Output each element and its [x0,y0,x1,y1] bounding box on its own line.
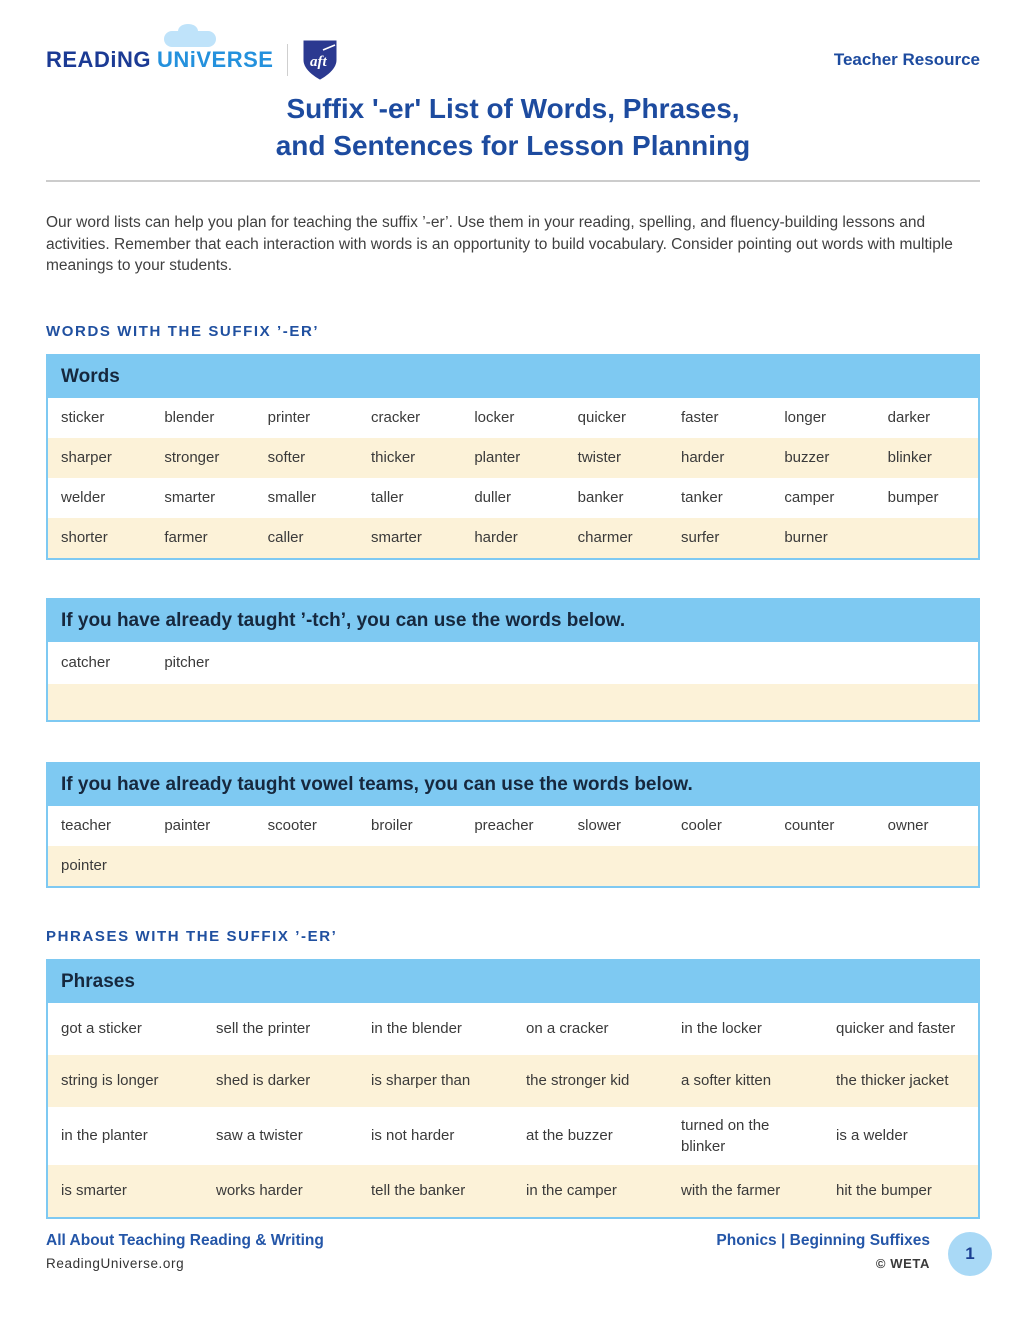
table-cell: is smarter [61,1182,127,1199]
table-cell [668,655,771,671]
table-cell [771,858,874,874]
table-cell: in the planter [61,1127,148,1144]
tch-table-header: If you have already taught ’-tch’, you can use the words below. [48,600,978,642]
table-cell: surfer [681,529,720,546]
table-cell: banker [577,489,624,506]
table-cell: burner [784,529,828,546]
table-cell: is not harder [371,1127,455,1144]
table-cell [565,858,668,874]
phrases-table-header: Phrases [48,961,978,1003]
table-cell: caller [267,529,304,546]
footer-left [46,1232,324,1271]
table-row [48,1003,978,1055]
table-cell: at the buzzer [526,1127,613,1144]
logo-word-universe: UNiVERSE [156,47,274,72]
table-cell: on a cracker [526,1020,609,1037]
table-cell [771,655,874,671]
table-cell [565,694,668,710]
table-cell: saw a twister [216,1127,303,1144]
table-row [48,846,978,886]
table-row [48,684,978,720]
table-cell: buzzer [784,449,830,466]
vowel-teams-table-header: If you have already taught vowel teams, you can use the words below. [48,764,978,806]
table-cell: quicker and faster [836,1020,956,1037]
footer-website: ReadingUniverse.org [46,1256,185,1271]
table-cell: faster [681,409,719,426]
logo-group [46,39,338,81]
table-cell: in the locker [681,1020,762,1037]
words-table-header: Words [48,356,978,398]
table-cell [255,655,358,671]
table-cell: sell the printer [216,1020,311,1037]
table-cell [668,694,771,710]
table-cell [151,694,254,710]
words-table [46,354,980,560]
table-cell [151,858,254,874]
table-cell [255,694,358,710]
table-cell: harder [681,449,725,466]
table-cell: softer [267,449,306,466]
words-section-heading: WORDS WITH THE SUFFIX ’-ER’ [46,322,320,340]
teacher-resource-label: Teacher Resource [833,50,980,69]
table-cell [48,694,151,710]
reading-universe-logo [46,47,273,73]
title-divider [46,180,980,182]
table-cell: in the camper [526,1182,617,1199]
table-cell [358,858,461,874]
table-cell: pointer [61,857,107,874]
table-cell: shorter [61,529,108,546]
footer-series-title: All About Teaching Reading & Writing [46,1232,324,1249]
footer [46,1232,992,1276]
table-cell: blinker [887,449,932,466]
tch-table-body [48,642,978,720]
table-cell [461,694,564,710]
table-cell [875,655,978,671]
footer-copyright: © WETA [875,1256,930,1271]
intro-paragraph: Our word lists can help you plan for teaching the suffix ’-er’. Use them in your reading, spelling, and fluency-building lessons and activities. Remember that each interaction with words is an opportunity to build vocabulary. Consider pointing out words with multiple meanings to your students. [46,214,953,274]
table-cell: owner [887,817,929,834]
table-cell: is a welder [836,1127,908,1144]
logo-word-reading: READiNG [46,47,151,72]
table-row [48,398,978,438]
table-cell: the stronger kid [526,1072,630,1089]
table-cell: is sharper than [371,1072,471,1089]
table-cell: tell the banker [371,1182,466,1199]
table-cell: in the blender [371,1020,462,1037]
table-cell: teacher [61,817,112,834]
table-cell [875,530,978,546]
table-cell [461,858,564,874]
table-cell: broiler [371,817,413,834]
header-bar [46,40,980,80]
table-cell: smaller [267,489,316,506]
cloud-icon [164,31,216,47]
table-cell: camper [784,489,835,506]
vowel-teams-table-body [48,806,978,886]
phrases-section-heading: PHRASES WITH THE SUFFIX ’-ER’ [46,927,338,945]
table-cell: a softer kitten [681,1072,772,1089]
table-cell: stronger [164,449,220,466]
page-title [46,90,980,164]
table-row [48,518,978,558]
table-cell: duller [474,489,512,506]
page-number-badge: 1 [948,1232,992,1276]
table-cell: with the farmer [681,1182,781,1199]
table-cell: printer [267,409,311,426]
table-cell: preacher [474,817,534,834]
table-cell: turned on the blinker [681,1116,770,1155]
table-cell: welder [61,489,106,506]
table-cell [668,858,771,874]
table-row [48,806,978,846]
table-cell: shed is darker [216,1072,311,1089]
table-cell: blender [164,409,215,426]
table-cell: bumper [887,489,939,506]
table-cell: slower [577,817,622,834]
table-cell: farmer [164,529,208,546]
table-cell: counter [784,817,835,834]
table-cell: quicker [577,409,627,426]
table-cell: harder [474,529,518,546]
phrases-table [46,959,980,1219]
table-cell [875,858,978,874]
table-cell: taller [371,489,404,506]
phrases-table-body [48,1003,978,1217]
table-row [48,1107,978,1165]
table-cell [255,858,358,874]
table-cell: darker [887,409,931,426]
table-cell [565,655,668,671]
table-cell [875,694,978,710]
table-cell: smarter [164,489,216,506]
table-cell: locker [474,409,515,426]
table-cell [771,694,874,710]
tch-table [46,598,980,722]
aft-logo-icon [302,39,338,81]
table-cell: pitcher [164,654,210,671]
table-cell: scooter [267,817,317,834]
table-cell: painter [164,817,211,834]
table-cell: string is longer [61,1072,159,1089]
table-cell: the thicker jacket [836,1072,949,1089]
table-cell: thicker [371,449,416,466]
words-table-body [48,398,978,558]
footer-topic-label: Phonics | Beginning Suffixes [716,1232,930,1249]
svg-text:aft: aft [310,54,328,70]
logo-divider [287,44,288,76]
table-cell: sharper [61,449,112,466]
table-cell [358,694,461,710]
vowel-teams-table [46,762,980,888]
footer-right [716,1232,930,1271]
table-cell: planter [474,449,521,466]
table-cell: longer [784,409,827,426]
table-cell: catcher [61,654,111,671]
page-title-line2: and Sentences for Lesson Planning [275,130,751,161]
table-cell [461,655,564,671]
table-cell: twister [577,449,621,466]
table-cell: works harder [216,1182,303,1199]
table-cell: cooler [681,817,722,834]
table-cell: sticker [61,409,105,426]
table-row [48,478,978,518]
table-row [48,1055,978,1107]
table-row [48,1165,978,1217]
table-row [48,438,978,478]
table-cell [358,655,461,671]
table-cell: tanker [681,489,723,506]
table-cell: hit the bumper [836,1182,932,1199]
table-row [48,642,978,684]
table-cell: smarter [371,529,422,546]
table-cell: charmer [577,529,633,546]
table-cell: got a sticker [61,1020,142,1037]
table-cell: cracker [371,409,421,426]
page-title-line1: Suffix '-er' List of Words, Phrases, [286,93,740,124]
